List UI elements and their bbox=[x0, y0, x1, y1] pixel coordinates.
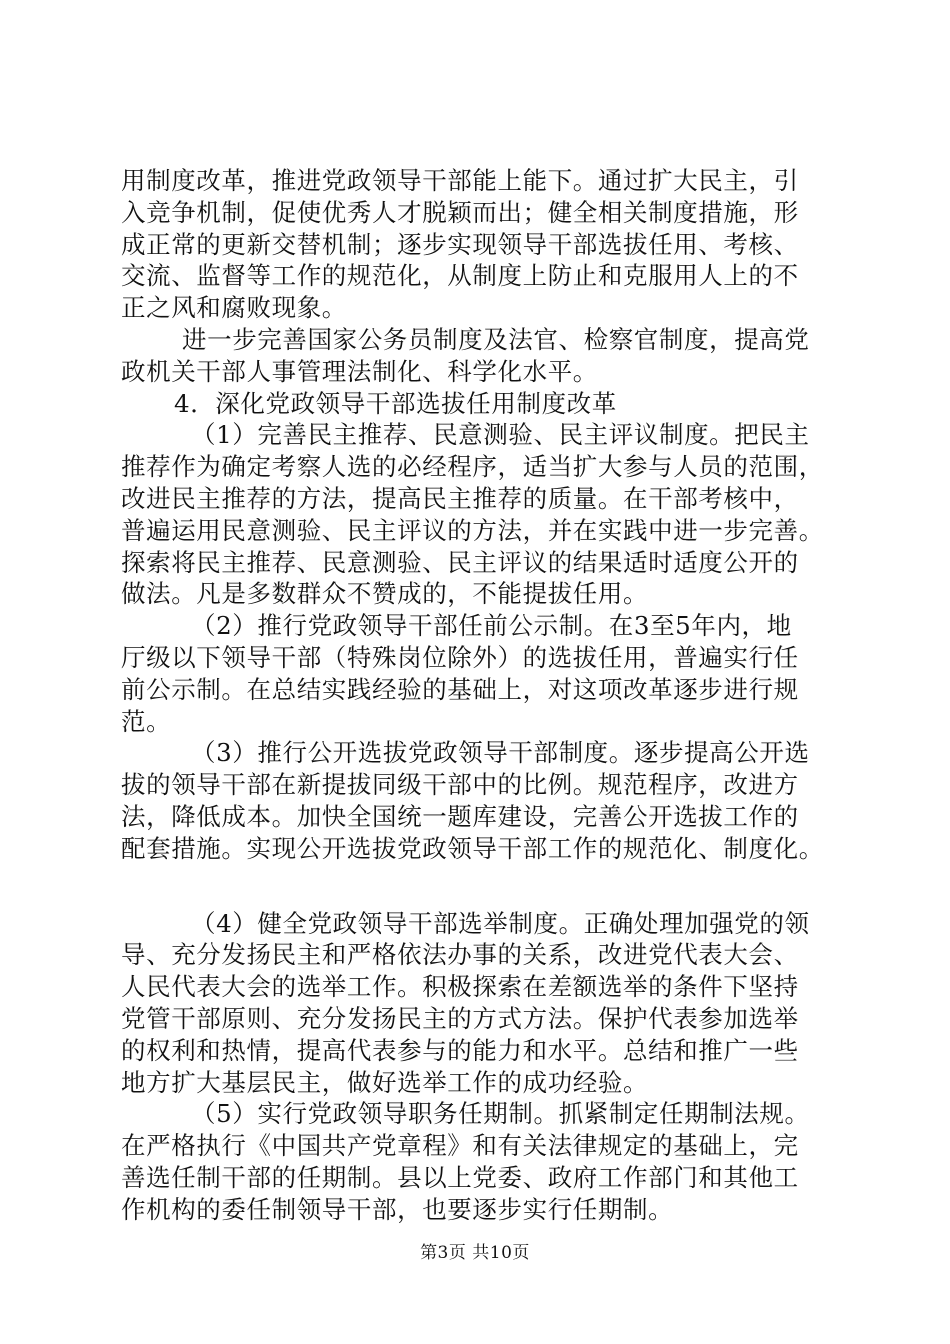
text-line: 改进民主推荐的方法，提高民主推荐的质量。在干部考核中， bbox=[121, 483, 799, 513]
text-line: 入竞争机制，促使优秀人才脱颖而出；健全相关制度措施，形 bbox=[121, 197, 799, 227]
text-line: 做法。凡是多数群众不赞成的，不能提拔任用。 bbox=[121, 579, 649, 609]
text-line: （2）推行党政领导干部任前公示制。在3至5年内，地 bbox=[191, 611, 792, 641]
text-line: （3）推行公开选拔党政领导干部制度。逐步提高公开选 bbox=[191, 738, 810, 768]
text-line: 政机关干部人事管理法制化、科学化水平。 bbox=[121, 356, 598, 386]
text-line: 拔的领导干部在新提拔同级干部中的比例。规范程序，改进方 bbox=[121, 770, 799, 800]
section-heading: 4．深化党政领导干部选拔任用制度改革 bbox=[174, 388, 617, 418]
text-line: 人民代表大会的选举工作。积极探索在差额选举的条件下坚持 bbox=[121, 972, 799, 1002]
text-line: 推荐作为确定考察人选的必经程序，适当扩大参与人员的范围， bbox=[121, 452, 824, 482]
text-line: 在严格执行《中国共产党章程》和有关法律规定的基础上，完 bbox=[121, 1131, 799, 1161]
text-line: 地方扩大基层民主，做好选举工作的成功经验。 bbox=[121, 1067, 649, 1097]
document-body bbox=[121, 165, 833, 1226]
text-line: 配套措施。实现公开选拔党政领导干部工作的规范化、制度化。 bbox=[121, 833, 824, 863]
text-line: （4）健全党政领导干部选举制度。正确处理加强党的领 bbox=[191, 908, 810, 938]
text-line: （5）实行党政领导职务任期制。抓紧制定任期制法规。 bbox=[191, 1099, 810, 1129]
text-line: 范。 bbox=[121, 706, 172, 736]
text-line: 的权利和热情，提高代表参与的能力和水平。总结和推广一些 bbox=[121, 1035, 799, 1065]
text-line: 交流、监督等工作的规范化，从制度上防止和克服用人上的不 bbox=[121, 261, 799, 291]
text-line: 探索将民主推荐、民意测验、民主评议的结果适时适度公开的 bbox=[121, 547, 799, 577]
text-line: 厅级以下领导干部（特殊岗位除外）的选拔任用，普遍实行任 bbox=[121, 642, 799, 672]
text-line: 前公示制。在总结实践经验的基础上，对这项改革逐步进行规 bbox=[121, 674, 799, 704]
text-line: 善选任制干部的任期制。县以上党委、政府工作部门和其他工 bbox=[121, 1162, 799, 1192]
text-line: 法，降低成本。加快全国统一题库建设，完善公开选拔工作的 bbox=[121, 801, 799, 831]
text-line: 进一步完善国家公务员制度及法官、检察官制度，提高党 bbox=[182, 324, 810, 354]
text-line: 作机构的委任制领导干部，也要逐步实行任期制。 bbox=[121, 1194, 674, 1224]
text-line: 党管干部原则、充分发扬民主的方式方法。保护代表参加选举 bbox=[121, 1003, 799, 1033]
text-line: （1）完善民主推荐、民意测验、民主评议制度。把民主 bbox=[191, 420, 810, 450]
text-line: 成正常的更新交替机制；逐步实现领导干部选拔任用、考核、 bbox=[121, 229, 799, 259]
paragraph-gap bbox=[121, 865, 833, 908]
text-line: 正之风和腐败现象。 bbox=[121, 293, 347, 323]
text-line: 普遍运用民意测验、民主评议的方法，并在实践中进一步完善。 bbox=[121, 515, 824, 545]
text-line: 导、充分发扬民主和严格依法办事的关系，改进党代表大会、 bbox=[121, 940, 799, 970]
page-number-footer: 第3页 共10页 bbox=[420, 1243, 530, 1263]
text-line: 用制度改革，推进党政领导干部能上能下。通过扩大民主，引 bbox=[121, 166, 799, 195]
